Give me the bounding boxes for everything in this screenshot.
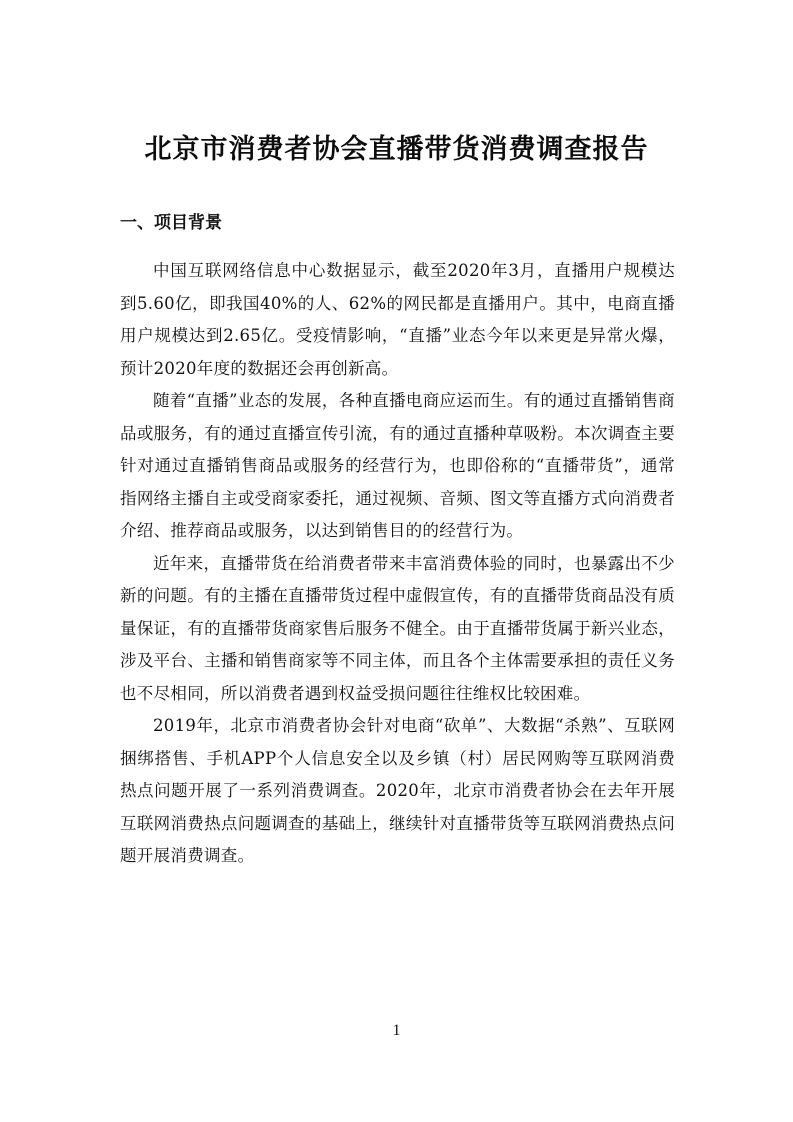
section-heading: 一、项目背景: [120, 213, 222, 233]
page-number: 1: [392, 1022, 401, 1039]
body-paragraph: 近年来，直播带货在给消费者带来丰富消费体验的同时，也暴露出不少新的问题。有的主播在直播带货过程中虚假宣传，有的直播带货商品没有质量保证，有的直播带货商家售后服务不健全。由于直播带货属于新兴业态，涉及平台、主播和销售商家等不同主体，而且各个主体需要承担的责任义务也不尽相同，所以消费者遇到权益受损问题往往维权比较困难。: [120, 553, 675, 703]
body-paragraph: 随着“直播”业态的发展，各种直播电商应运而生。有的通过直播销售商品或服务，有的通过直播宣传引流，有的通过直播种草吸粉。本次调查主要针对通过直播销售商品或服务的经营行为，也即俗称的“直播带货”，通常指网络主播自主或受商家委托，通过视频、音频、图文等直播方式向消费者介绍、推荐商品或服务，以达到销售目的的经营行为。: [120, 391, 675, 540]
body-paragraph: 2019年，北京市消费者协会针对电商“砍单”、大数据“杀熟”、互联网捆绑搭售、手机APP个人信息安全以及乡镇（村）居民网购等互联网消费热点问题开展了一系列消费调查。2020年，北京市消费者协会在去年开展互联网消费热点问题调查的基础上，继续针对直播带货等互联网消费热点问题开展消费调查。: [120, 716, 675, 865]
document-title: 北京市消费者协会直播带货消费调查报告: [144, 134, 649, 165]
body-paragraph: 中国互联网络信息中心数据显示，截至2020年3月，直播用户规模达到5.60亿，即我国40%的人、62%的网民都是直播用户。其中，电商直播用户规模达到2.65亿。受疫情影响，“直播”业态今年以来更是异常火爆，预计2020年度的数据还会再创新高。: [120, 261, 675, 378]
document-body: [120, 255, 675, 873]
